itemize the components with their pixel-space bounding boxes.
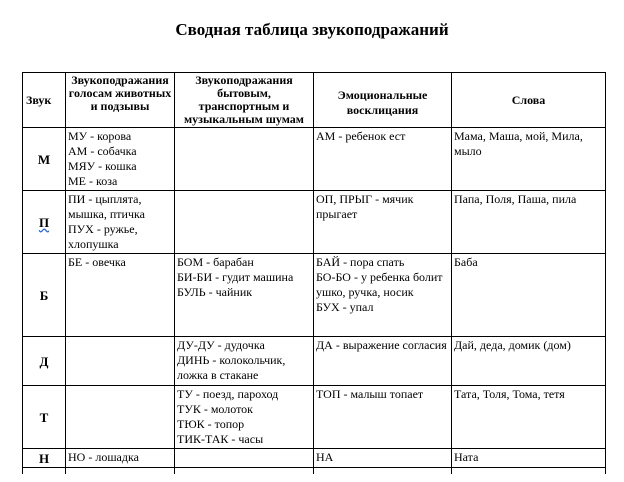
table-row (23, 337, 606, 386)
sound-letter: М (23, 128, 66, 191)
emotion-line: БО-БО - у ребенка болит ушко, ручка, носик (316, 270, 443, 299)
table-row (23, 254, 606, 337)
voices-line: ПУХ - ружье, хлопушка (68, 222, 138, 251)
sound-letter-text: П (38, 214, 50, 230)
emotion-line: НА (316, 450, 334, 464)
voices-cell (66, 337, 175, 386)
words-cell (452, 449, 606, 468)
household-cell (175, 191, 314, 254)
household-line: ТИК-ТАК - часы (177, 432, 264, 446)
sound-letter: Т (23, 386, 66, 449)
emotion-cell (314, 386, 452, 449)
voices-line: АМ - собачка (68, 144, 137, 158)
voices-cell (66, 191, 175, 254)
sound-letter: Д (23, 337, 66, 386)
emotion-line: БУХ - упал (316, 300, 374, 314)
words-cell (452, 254, 606, 337)
table-row (23, 191, 606, 254)
voices-cell (66, 254, 175, 337)
household-cell (175, 128, 314, 191)
household-line: БОМ - барабан (177, 255, 254, 269)
sound-letter: Б (23, 254, 66, 337)
words-text: Ната (454, 450, 479, 464)
household-line: ТУК - молоток (177, 402, 254, 416)
voices-line: БЕ - овечка (68, 255, 126, 269)
household-cell (175, 254, 314, 337)
voices-cell (66, 386, 175, 449)
sound-letter (23, 191, 66, 254)
table-row (23, 128, 606, 191)
voices-line: МЯУ - кошка (68, 159, 137, 173)
emotion-cell (314, 449, 452, 468)
emotion-cell (314, 191, 452, 254)
emotion-line: АМ - ребенок ест (316, 129, 406, 143)
words-cell (452, 386, 606, 449)
household-line: ТУ - поезд, пароход (177, 387, 279, 401)
header-emotion: Эмоциональные восклицания (314, 73, 452, 128)
household-line: БУЛЬ - чайник (177, 285, 253, 299)
voices-cell (66, 449, 175, 468)
table-row-cut (23, 468, 606, 475)
household-line: БИ-БИ - гудит машина (177, 270, 294, 284)
household-cell (175, 386, 314, 449)
sound-letter: Н (23, 449, 66, 468)
emotion-cell (314, 254, 452, 337)
household-line: ДИНЬ - колокольчик, ложка в стакане (177, 353, 286, 382)
words-cell (452, 128, 606, 191)
onomatopoeia-table (22, 72, 606, 474)
voices-line: МЕ - коза (68, 174, 118, 188)
header-household: Звукоподражания бытовым, транспортным и музыкальным шумам (175, 73, 314, 128)
voices-cell (66, 128, 175, 191)
header-voices: Звукоподражания голосам животных и подзывы (66, 73, 175, 128)
words-text: Папа, Поля, Паша, пила (454, 192, 577, 206)
household-line: ТЮК - топор (177, 417, 245, 431)
empty-cell (23, 468, 66, 475)
words-text: Дай, деда, домик (дом) (454, 338, 571, 352)
emotion-cell (314, 337, 452, 386)
empty-cell (314, 468, 452, 475)
voices-line: МУ - корова (68, 129, 132, 143)
household-cell (175, 449, 314, 468)
table-row (23, 449, 606, 468)
voices-line: НО - лошадка (68, 450, 139, 464)
empty-cell (66, 468, 175, 475)
words-text: Баба (454, 255, 478, 269)
emotion-line: БАЙ - пора спать (316, 255, 405, 269)
words-cell (452, 191, 606, 254)
emotion-line: ТОП - малыш топает (316, 387, 424, 401)
emotion-line: ОП, ПРЫГ - мячик прыгает (316, 192, 414, 221)
words-cell (452, 337, 606, 386)
words-text: Мама, Маша, мой, Мила, мыло (454, 129, 583, 158)
household-line: ДУ-ДУ - дудочка (177, 338, 265, 352)
page-title: Сводная таблица звукоподражаний (175, 20, 449, 39)
empty-cell (452, 468, 606, 475)
header-row (23, 73, 606, 128)
table-row (23, 386, 606, 449)
emotion-cell (314, 128, 452, 191)
words-text: Тата, Толя, Тома, тетя (454, 387, 565, 401)
voices-line: ПИ - цыплята, мышка, птичка (68, 192, 145, 221)
header-words: Слова (452, 73, 606, 128)
header-sound: Звук (23, 73, 66, 128)
emotion-line: ДА - выражение согласия (316, 338, 447, 352)
empty-cell (175, 468, 314, 475)
household-cell (175, 337, 314, 386)
